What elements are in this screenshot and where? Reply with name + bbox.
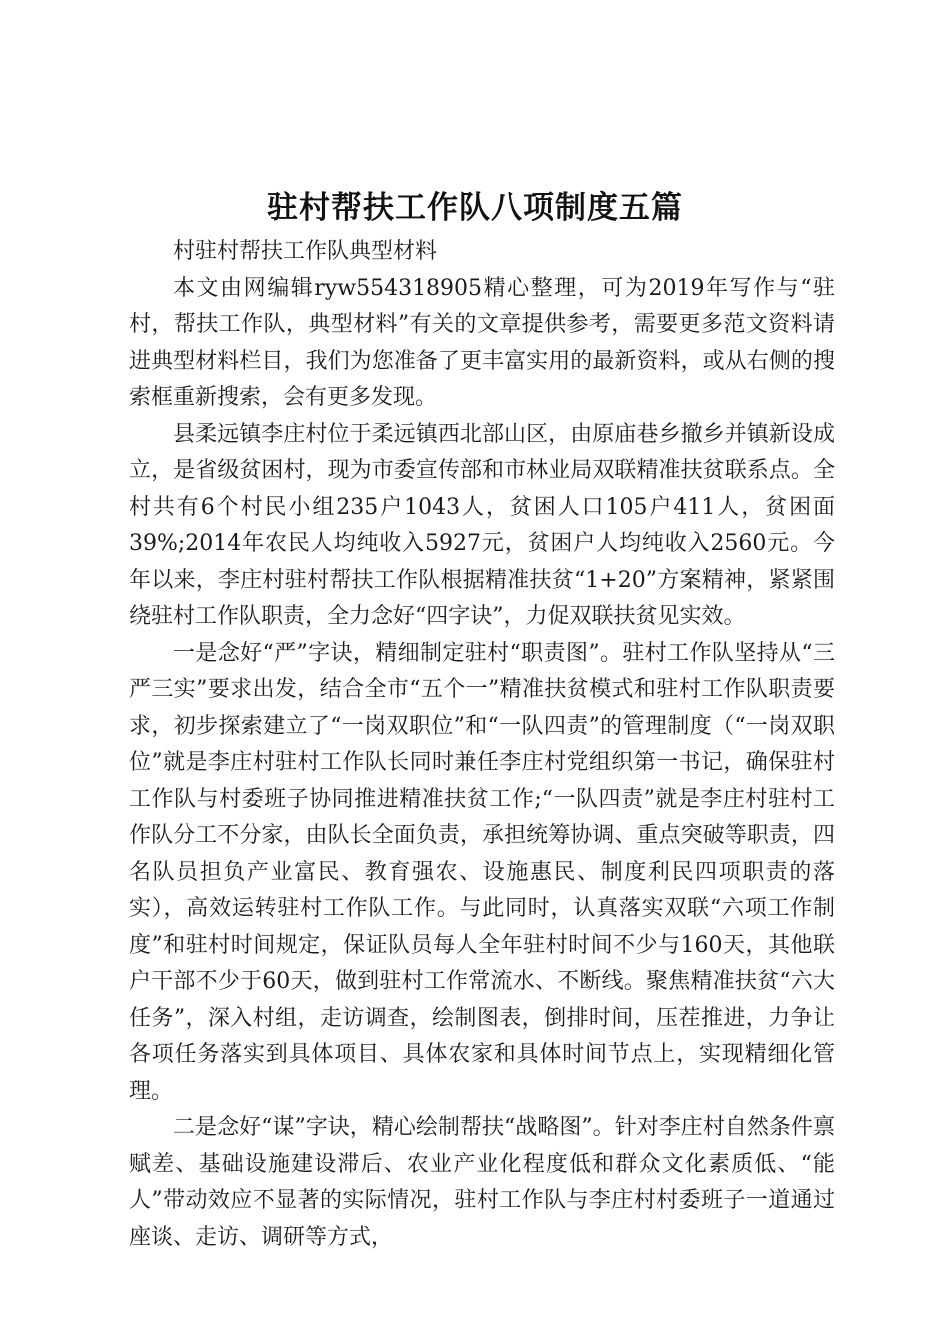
paragraph-intro: 本文由网编辑ryw554318905精心整理，可为2019年写作与“驻村，帮扶工作队，典型材料”有关的文章提供参考，需要更多范文资料请进典型材料栏目，我们为您准备了更丰富实用的最新资料，或从右侧的搜索框重新搜索，会有更多发现。 bbox=[129, 275, 835, 410]
paragraph-village-overview: 县柔远镇李庄村位于柔远镇西北部山区，由原庙巷乡撤乡并镇新设成立，是省级贫困村，现为市委宣传部和市林业局双联精准扶贫联系点。全村共有6个村民小组235户1043人，贫困人口105户411人，贫困面39%;2014年农民人均纯收入5927元，贫困户人均纯收入2560元。今年以来，李庄村驻村帮扶工作队根据精准扶贫“1+20”方案精神，紧紧围绕驻村工作队职责，全力念好“四字诀”，力促双联扶贫见实效。 bbox=[129, 421, 835, 629]
paragraph-point-one: 一是念好“严”字诀，精细制定驻村“职责图”。驻村工作队坚持从“三严三实”要求出发，结合全市“五个一”精准扶贫模式和驻村工作队职责要求，初步探索建立了“一岗双职位”和“一队四责”的管理制度（“一岗双职位”就是李庄村驻村工作队长同时兼任李庄村党组织第一书记，确保驻村工作队与村委班子协同推进精准扶贫工作;“一队四责”就是李庄村驻村工作队分工不分家，由队长全面负责，承担统筹协调、重点突破等职责，四名队员担负产业富民、教育强农、设施惠民、制度利民四项职责的落实），高效运转驻村工作队工作。与此同时，认真落实双联“六项工作制度”和驻村时间规定，保证队员每人全年驻村时间不少与160天，其他联户干部不少于60天，做到驻村工作常流水、不断线。聚焦精准扶贫“六大任务”，深入村组，走访调查，绘制图表，倒排时间，压茬推进，力争让各项任务落实到具体项目、具体农家和具体时间节点上，实现精细化管理。 bbox=[129, 640, 835, 1104]
paragraph-point-two: 二是念好“谋”字诀，精心绘制帮扶“战略图”。针对李庄村自然条件禀赋差、基础设施建设滞后、农业产业化程度低和群众文化素质低、“能人”带动效应不显著的实际情况，驻村工作队与李庄村村委班子一道通过座谈、走访、调研等方式， bbox=[129, 1115, 835, 1250]
paragraph-subtitle: 村驻村帮扶工作队典型材料 bbox=[173, 239, 438, 264]
document-body bbox=[129, 234, 835, 1256]
document-title: 驻村帮扶工作队八项制度五篇 bbox=[267, 190, 683, 226]
